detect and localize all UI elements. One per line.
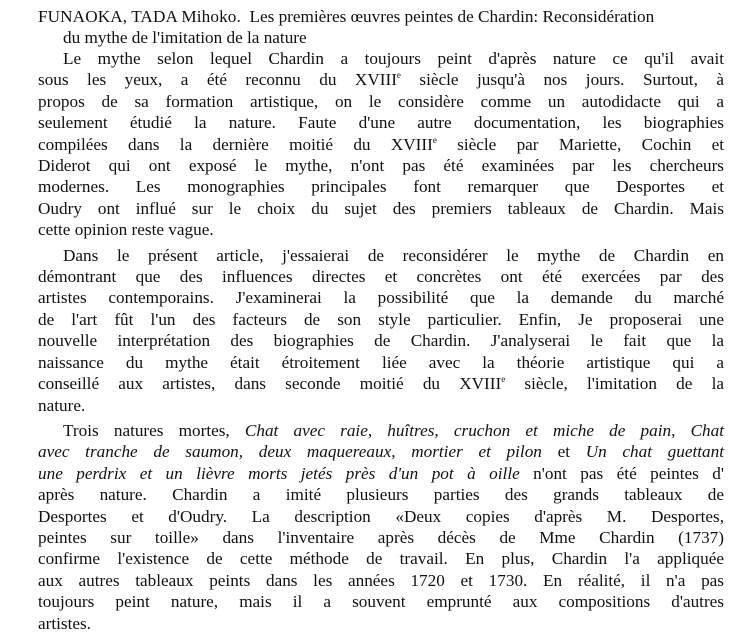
text-line: artistes.	[38, 613, 91, 633]
article-title-line1: Les premières œuvres peintes de Chardin: Reconsidération	[249, 7, 655, 26]
text-line: une perdrix et un lièvre morts jetés près d'un pot à oille n'ont pas été peintes d'	[38, 463, 724, 483]
paragraph-1	[38, 48, 724, 241]
text-line: Dans le présent article, j'essaierai de reconsidérer le mythe de Chardin en	[63, 245, 724, 265]
superscript: e	[501, 374, 506, 385]
text-line: de l'art fût l'un des facteurs de son style particulier. Enfin, Je proposerai une	[38, 309, 724, 329]
text-line: cette opinion reste vague.	[38, 220, 214, 240]
superscript: e	[396, 70, 401, 81]
text-line: Oudry ont influé sur le choix du sujet des premiers tableaux de Chardin. Mais	[38, 198, 724, 218]
text-line: conseillé aux artistes, dans seconde moitié du XVIIIe siècle, l'imitation de la	[38, 374, 724, 394]
text-line: après nature. Chardin a imité plusieurs parties des grands tableaux de	[38, 485, 724, 505]
text-line: Le mythe selon lequel Chardin a toujours peint d'après nature ce qu'il avait	[63, 49, 724, 68]
text-line: Diderot qui ont exposé le mythe, n'ont pas été examinées par les chercheurs	[38, 156, 724, 176]
author-name: FUNAOKA, TADA Mihoko.	[38, 7, 241, 26]
text-line: démontrant que des influences directes et concrètes ont été exercées par des	[38, 267, 724, 287]
paragraph-2	[38, 245, 724, 416]
text-line: aux autres tableaux peints dans les années 1720 et 1730. En réalité, il n'a pas	[38, 570, 724, 590]
text-line: Trois natures mortes, Chat avec raie, huîtres, cruchon et miche de pain, Chat	[63, 420, 724, 440]
text-line: sous les yeux, a été reconnu du XVIIIe siècle jusqu'à nos jours. Surtout, à	[38, 70, 724, 90]
article-heading	[38, 6, 728, 48]
artwork-title: une perdrix et un lièvre morts jetés près d'un pot à oille	[38, 463, 520, 483]
text-line: nouvelle interprétation des biographies de Chardin. J'analyserai le fait que la	[38, 331, 724, 351]
text-line: seulement étudié la nature. Faute d'une autre documentation, les biographies	[38, 113, 724, 133]
text-line: modernes. Les monographies principales font remarquer que Desportes et	[38, 177, 724, 197]
article-title-line2: du mythe de l'imitation de la nature	[63, 28, 307, 47]
article-abstract	[38, 48, 724, 638]
text-line: naissance du mythe était étroitement liée avec la théorie artistique qui a	[38, 352, 724, 372]
text-line: peintes sur toille» dans l'inventaire après décès de Mme Chardin (1737)	[38, 527, 724, 547]
artwork-title: Chat avec raie, huîtres, cruchon et miche de pain, Chat	[244, 420, 724, 440]
paragraph-3	[38, 420, 724, 634]
superscript: e	[432, 134, 437, 145]
text-line: nature.	[38, 395, 86, 415]
artwork-title: Un chat guettant	[585, 442, 724, 462]
text-line: avec tranche de saumon, deux maquereaux, mortier et pilon et Un chat guettant	[38, 442, 724, 462]
text-line: artistes contemporains. J'examinerai la possibilité que la demande du marché	[38, 288, 724, 308]
text-line: toujours peint nature, mais il a souvent emprunté aux compositions d'autres	[38, 592, 724, 612]
text-line: propos de sa formation artistique, on le considère comme un autodidacte qui a	[38, 91, 724, 111]
text-line: confirme l'existence de cette méthode de travail. En plus, Chardin l'a appliquée	[38, 549, 724, 569]
text-line: Desportes et d'Oudry. La description «Deux copies d'après M. Desportes,	[38, 506, 724, 526]
text-line: compilées dans la dernière moitié du XVIIIe siècle par Mariette, Cochin et	[38, 134, 724, 154]
artwork-title: avec tranche de saumon, deux maquereaux, mortier et pilon	[38, 442, 542, 462]
